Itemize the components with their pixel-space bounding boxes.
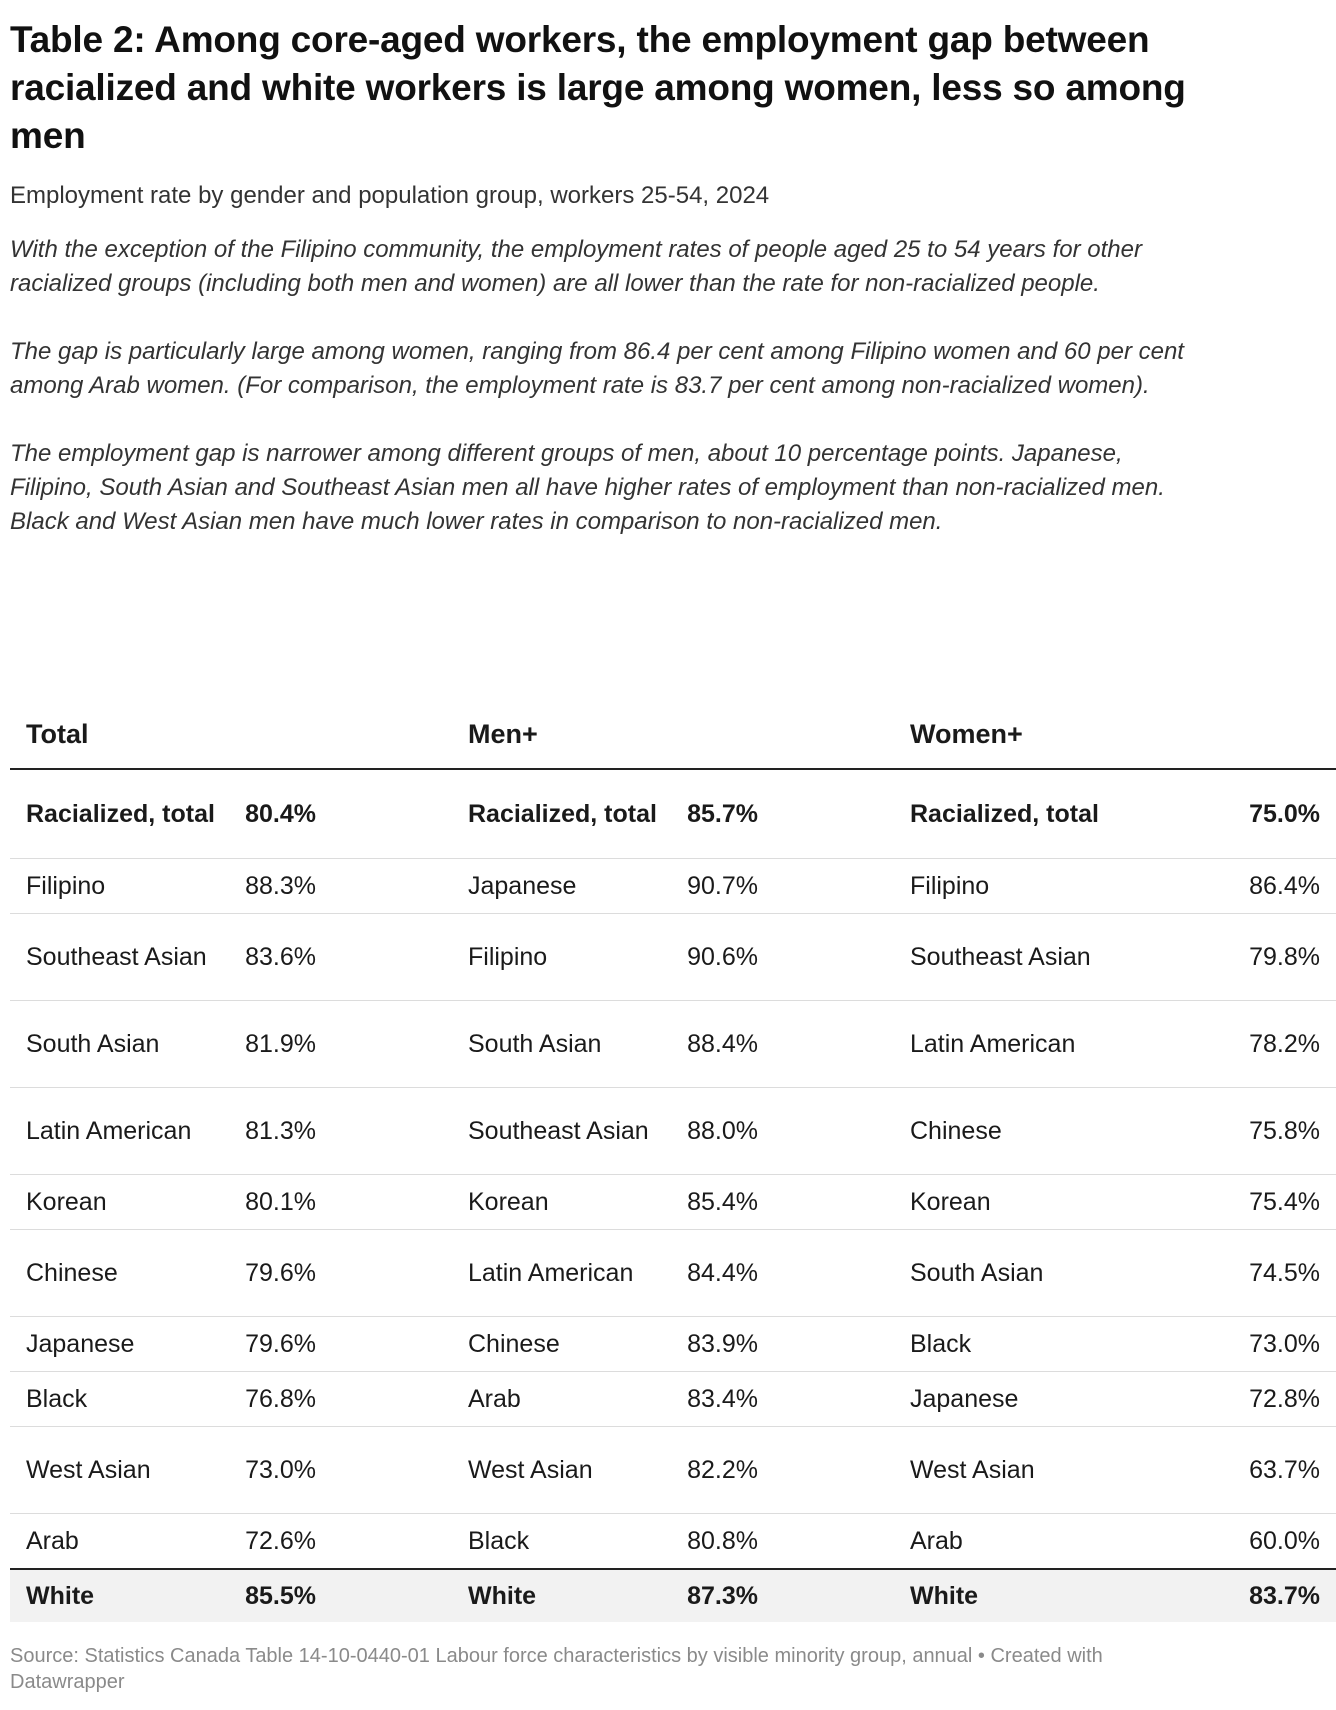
women-employment-rate: 78.2% xyxy=(1104,1001,1336,1088)
total-group-label: Black xyxy=(10,1372,220,1427)
total-group-label: Latin American xyxy=(10,1088,220,1175)
total-group-label: White xyxy=(10,1569,220,1622)
men-employment-rate: 80.8% xyxy=(662,1514,894,1570)
women-group-label: Arab xyxy=(894,1514,1104,1570)
men-employment-rate: 82.2% xyxy=(662,1427,894,1514)
men-employment-rate: 85.7% xyxy=(662,769,894,859)
table-row xyxy=(10,1427,1336,1514)
total-group-label: Racialized, total xyxy=(10,769,220,859)
men-group-label: Southeast Asian xyxy=(452,1088,662,1175)
women-employment-rate: 86.4% xyxy=(1104,859,1336,914)
column-header-men: Men+ xyxy=(452,700,894,769)
men-group-label: West Asian xyxy=(452,1427,662,1514)
men-employment-rate: 88.4% xyxy=(662,1001,894,1088)
women-group-label: Southeast Asian xyxy=(894,914,1104,1001)
women-employment-rate: 75.0% xyxy=(1104,769,1336,859)
total-employment-rate: 73.0% xyxy=(220,1427,452,1514)
men-employment-rate: 83.9% xyxy=(662,1317,894,1372)
table-row xyxy=(10,769,1336,859)
table-row xyxy=(10,914,1336,1001)
total-employment-rate: 88.3% xyxy=(220,859,452,914)
men-employment-rate: 87.3% xyxy=(662,1569,894,1622)
table-row xyxy=(10,1317,1336,1372)
source-footer: Source: Statistics Canada Table 14-10-0440-01 Labour force characteristics by visible minority group, annual • Created with Datawrapper xyxy=(10,1645,1103,1693)
total-employment-rate: 85.5% xyxy=(220,1569,452,1622)
table-row xyxy=(10,1175,1336,1230)
table-body xyxy=(10,769,1336,1622)
table-row xyxy=(10,859,1336,914)
men-group-label: Chinese xyxy=(452,1317,662,1372)
women-group-label: Filipino xyxy=(894,859,1104,914)
women-group-label: Black xyxy=(894,1317,1104,1372)
total-employment-rate: 81.3% xyxy=(220,1088,452,1175)
total-group-label: Korean xyxy=(10,1175,220,1230)
men-group-label: Korean xyxy=(452,1175,662,1230)
women-employment-rate: 79.8% xyxy=(1104,914,1336,1001)
total-group-label: Filipino xyxy=(10,859,220,914)
women-group-label: South Asian xyxy=(894,1230,1104,1317)
note-paragraph: With the exception of the Filipino community, the employment rates of people aged 25 to 54 years for other racialized groups (including both men and women) are all lower than the rate for non-racialized people. xyxy=(10,236,1142,297)
women-group-label: West Asian xyxy=(894,1427,1104,1514)
women-employment-rate: 83.7% xyxy=(1104,1569,1336,1622)
total-employment-rate: 83.6% xyxy=(220,914,452,1001)
men-group-label: South Asian xyxy=(452,1001,662,1088)
employment-rate-table xyxy=(10,700,1336,1622)
total-group-label: West Asian xyxy=(10,1427,220,1514)
men-group-label: Filipino xyxy=(452,914,662,1001)
page-title: Table 2: Among core-aged workers, the employment gap between racialized and white workers is large among women, less so among men xyxy=(10,19,1186,156)
table-row xyxy=(10,1372,1336,1427)
women-employment-rate: 75.8% xyxy=(1104,1088,1336,1175)
table-row xyxy=(10,1088,1336,1175)
note-paragraph: The employment gap is narrower among different groups of men, about 10 percentage points. Japanese, Filipino, South Asian and Southeast Asian men all have higher rates of employment than non-racialized men. Black and West Asian men have much lower rates in comparison to non-racialized men. xyxy=(10,440,1165,535)
men-employment-rate: 83.4% xyxy=(662,1372,894,1427)
women-employment-rate: 60.0% xyxy=(1104,1514,1336,1570)
table-row xyxy=(10,1569,1336,1622)
women-group-label: Chinese xyxy=(894,1088,1104,1175)
women-employment-rate: 73.0% xyxy=(1104,1317,1336,1372)
total-group-label: South Asian xyxy=(10,1001,220,1088)
total-group-label: Southeast Asian xyxy=(10,914,220,1001)
women-group-label: Korean xyxy=(894,1175,1104,1230)
column-header-women: Women+ xyxy=(894,700,1336,769)
description-notes xyxy=(10,233,1210,539)
page-subtitle: Employment rate by gender and population group, workers 25-54, 2024 xyxy=(10,182,770,209)
table-row xyxy=(10,1001,1336,1088)
column-header-total: Total xyxy=(10,700,452,769)
total-employment-rate: 79.6% xyxy=(220,1317,452,1372)
women-employment-rate: 72.8% xyxy=(1104,1372,1336,1427)
men-group-label: Arab xyxy=(452,1372,662,1427)
women-group-label: White xyxy=(894,1569,1104,1622)
total-employment-rate: 72.6% xyxy=(220,1514,452,1570)
total-employment-rate: 79.6% xyxy=(220,1230,452,1317)
men-group-label: Racialized, total xyxy=(452,769,662,859)
men-employment-rate: 84.4% xyxy=(662,1230,894,1317)
women-employment-rate: 74.5% xyxy=(1104,1230,1336,1317)
total-group-label: Arab xyxy=(10,1514,220,1570)
total-group-label: Chinese xyxy=(10,1230,220,1317)
men-group-label: Japanese xyxy=(452,859,662,914)
men-group-label: Latin American xyxy=(452,1230,662,1317)
total-employment-rate: 80.1% xyxy=(220,1175,452,1230)
total-employment-rate: 81.9% xyxy=(220,1001,452,1088)
table-row xyxy=(10,1514,1336,1570)
men-group-label: Black xyxy=(452,1514,662,1570)
men-employment-rate: 85.4% xyxy=(662,1175,894,1230)
men-employment-rate: 90.7% xyxy=(662,859,894,914)
women-employment-rate: 75.4% xyxy=(1104,1175,1336,1230)
note-paragraph: The gap is particularly large among women, ranging from 86.4 per cent among Filipino women and 60 per cent among Arab women. (For comparison, the employment rate is 83.7 per cent among non-racialized women). xyxy=(10,338,1184,399)
table-row xyxy=(10,1230,1336,1317)
women-group-label: Latin American xyxy=(894,1001,1104,1088)
men-employment-rate: 88.0% xyxy=(662,1088,894,1175)
total-group-label: Japanese xyxy=(10,1317,220,1372)
total-employment-rate: 76.8% xyxy=(220,1372,452,1427)
women-group-label: Japanese xyxy=(894,1372,1104,1427)
men-group-label: White xyxy=(452,1569,662,1622)
total-employment-rate: 80.4% xyxy=(220,769,452,859)
men-employment-rate: 90.6% xyxy=(662,914,894,1001)
table-header-row xyxy=(10,700,1336,769)
women-employment-rate: 63.7% xyxy=(1104,1427,1336,1514)
women-group-label: Racialized, total xyxy=(894,769,1104,859)
